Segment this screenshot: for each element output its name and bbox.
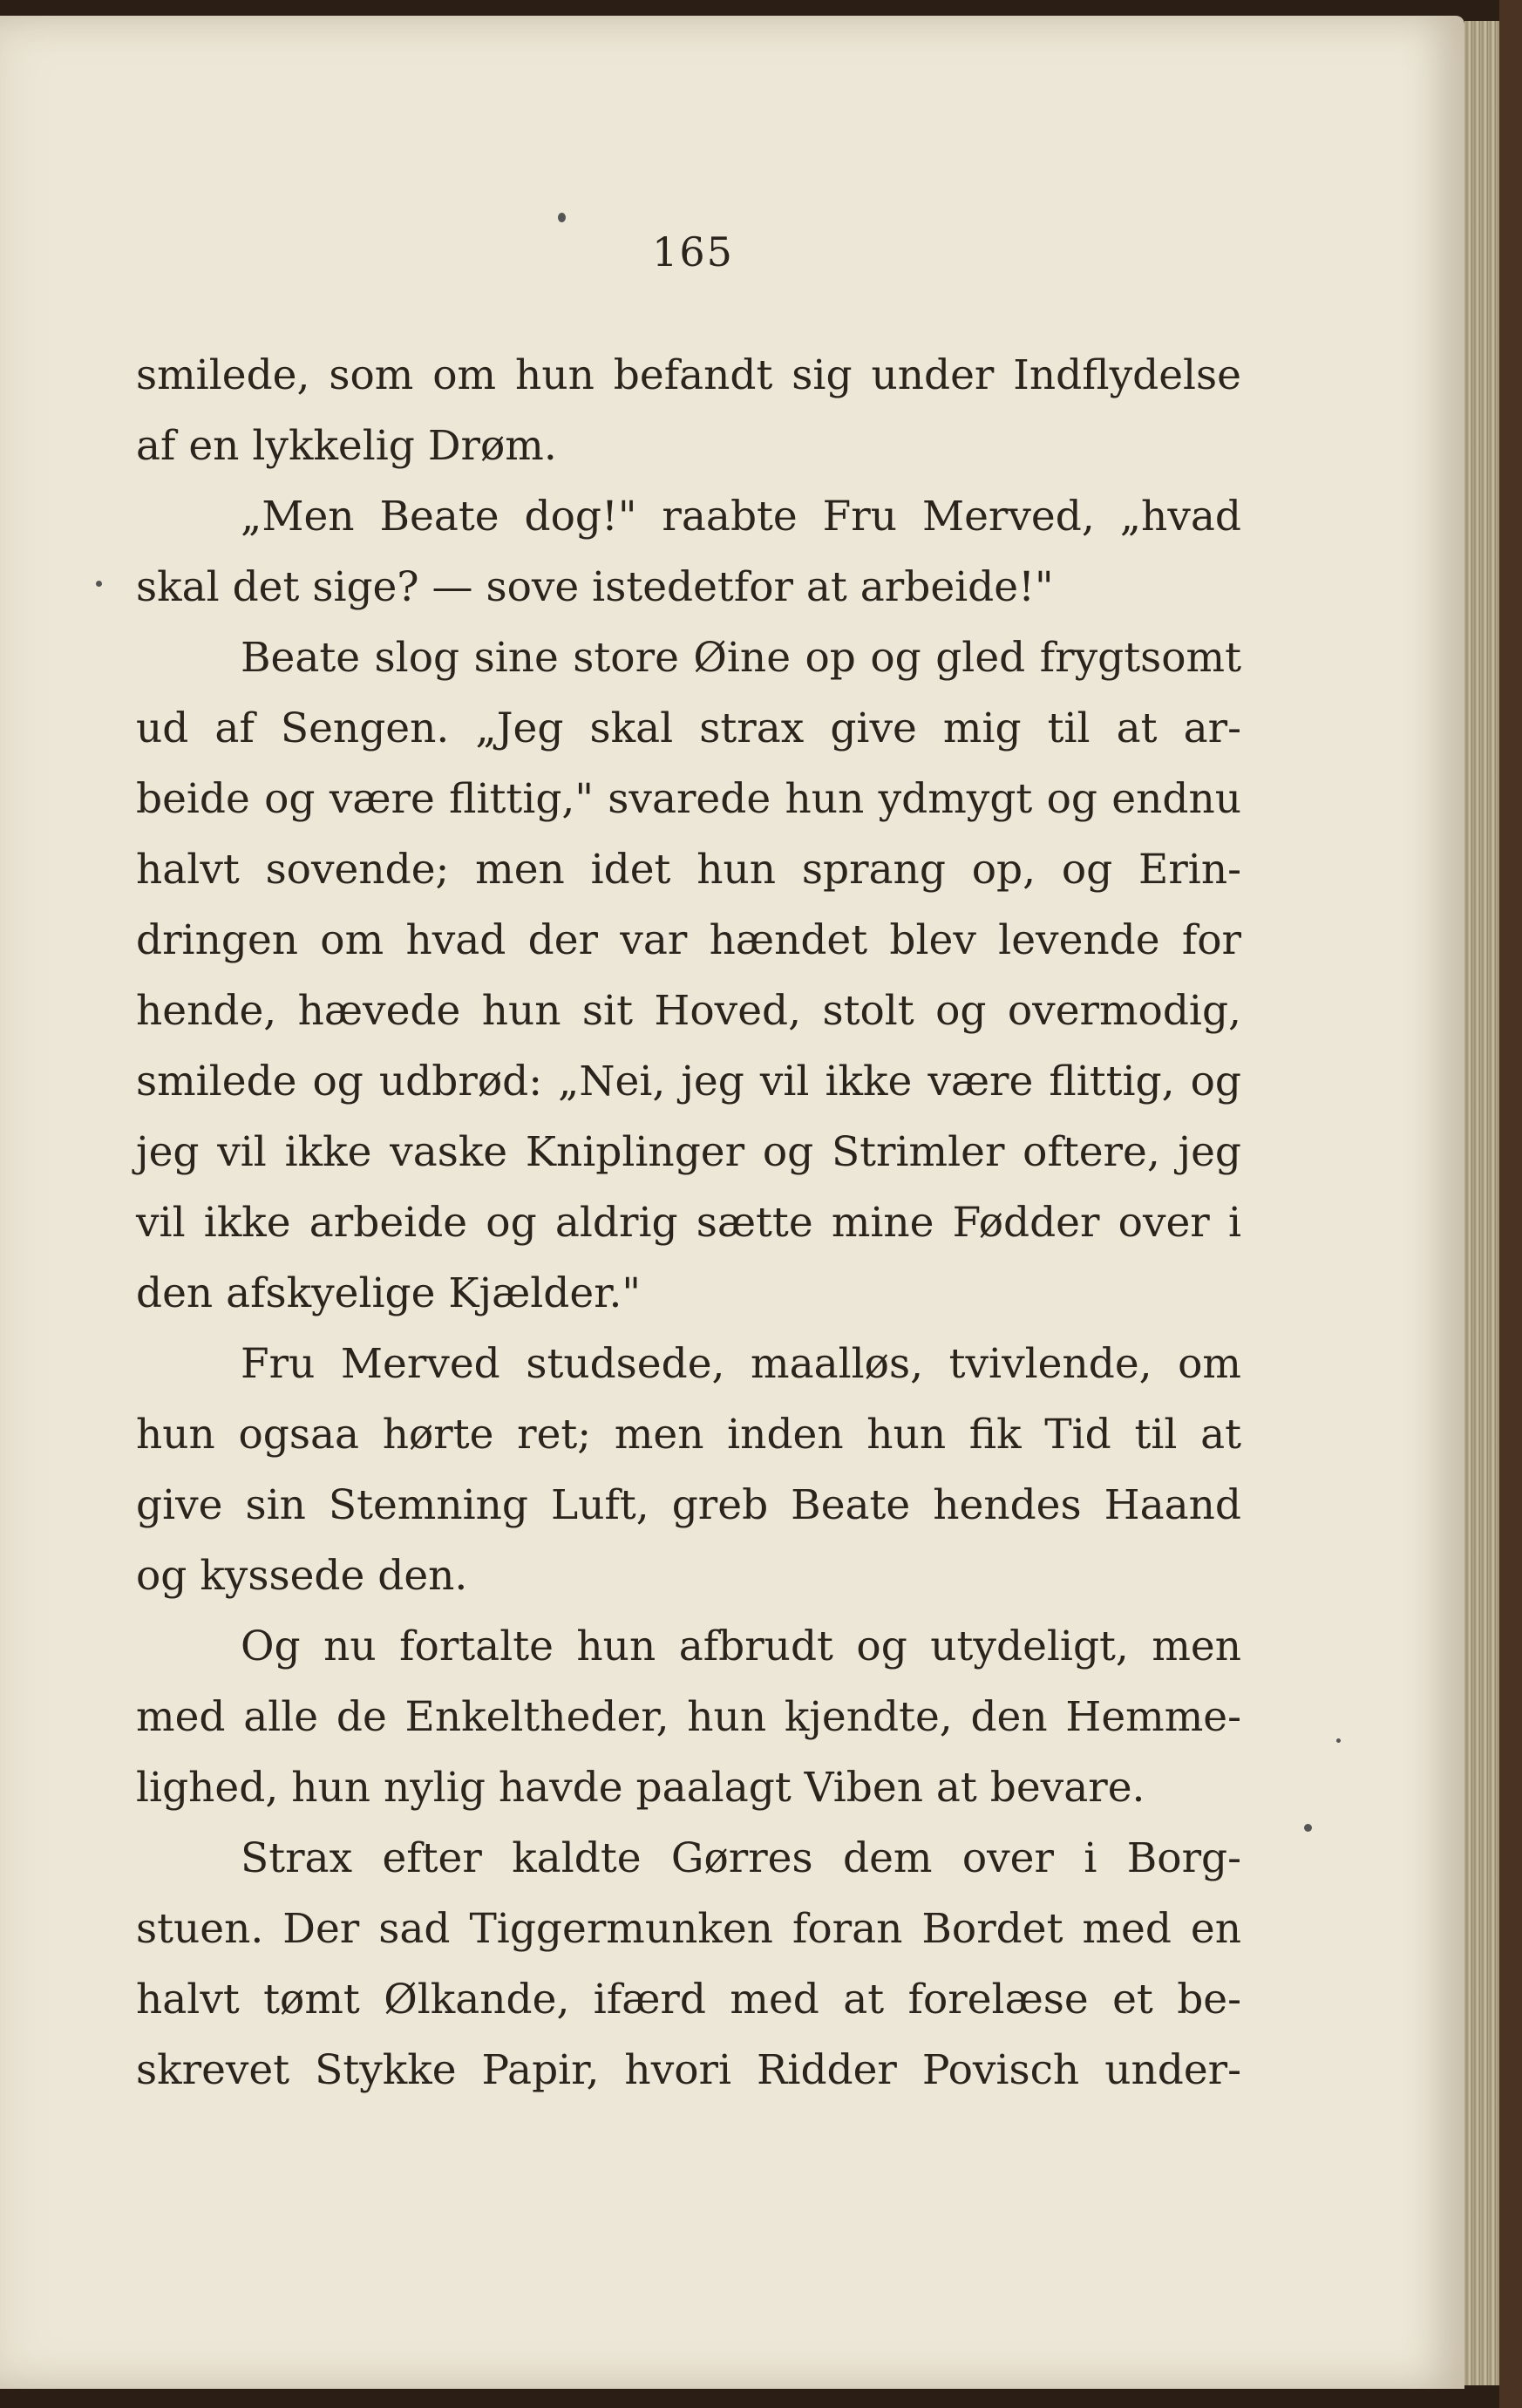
page-speck	[1336, 1738, 1341, 1743]
page-speck	[1304, 1824, 1312, 1832]
text-line: skrevet Stykke Papir, hvori Ridder Povisch under-	[136, 2046, 1241, 2094]
book-spine	[1499, 0, 1522, 2408]
page-edges	[1464, 21, 1499, 2385]
text-line: smilede og udbrød: „Nei, jeg vil ikke være flittig, og	[136, 1058, 1241, 1105]
text-line: „Men Beate dog!" raabte Fru Merved, „hvad	[241, 493, 1241, 541]
text-line: beide og være flittig," svarede hun ydmygt og endnu	[136, 775, 1241, 823]
text-line: hun ogsaa hørte ret; men inden hun fik Tid til at	[136, 1411, 1241, 1459]
text-line: skal det sige? — sove istedetfor at arbeide!"	[136, 563, 1054, 611]
text-line: med alle de Enkeltheder, hun kjendte, den Hemme-	[136, 1693, 1241, 1741]
text-line: hende, hævede hun sit Hoved, stolt og overmodig,	[136, 987, 1241, 1035]
text-line: Og nu fortalte hun afbrudt og utydeligt, men	[241, 1622, 1241, 1670]
text-line: stuen. Der sad Tiggermunken foran Bordet med en	[136, 1905, 1241, 1953]
text-line: jeg vil ikke vaske Kniplinger og Strimler oftere, jeg	[136, 1128, 1241, 1176]
page-speck	[96, 581, 102, 587]
page-number: 165	[652, 228, 734, 275]
text-line: dringen om hvad der var hændet blev levende for	[136, 916, 1241, 964]
text-line: halvt tømt Ølkande, ifærd med at forelæse et be-	[136, 1976, 1241, 2024]
text-line: og kyssede den.	[136, 1552, 468, 1600]
text-line: give sin Stemning Luft, greb Beate hendes Haand	[136, 1481, 1241, 1529]
text-line: den afskyelige Kjælder."	[136, 1269, 642, 1317]
text-line: vil ikke arbeide og aldrig sætte mine Fødder over i	[136, 1199, 1241, 1247]
text-line: Fru Merved studsede, maalløs, tvivlende, om	[241, 1340, 1241, 1388]
page-speck	[558, 213, 566, 222]
text-line: af en lykkelig Drøm.	[136, 422, 557, 470]
text-line: lighed, hun nylig havde paalagt Viben at bevare.	[136, 1764, 1145, 1812]
body-text	[136, 340, 1241, 2105]
text-line: Beate slog sine store Øine op og gled frygtsomt	[241, 634, 1241, 682]
text-line: Strax efter kaldte Gørres dem over i Borg-	[241, 1834, 1241, 1882]
text-line: smilede, som om hun befandt sig under Indflydelse	[136, 351, 1241, 399]
text-line: halvt sovende; men idet hun sprang op, og Erin-	[136, 846, 1241, 894]
text-line: ud af Sengen. „Jeg skal strax give mig til at ar-	[136, 704, 1241, 752]
